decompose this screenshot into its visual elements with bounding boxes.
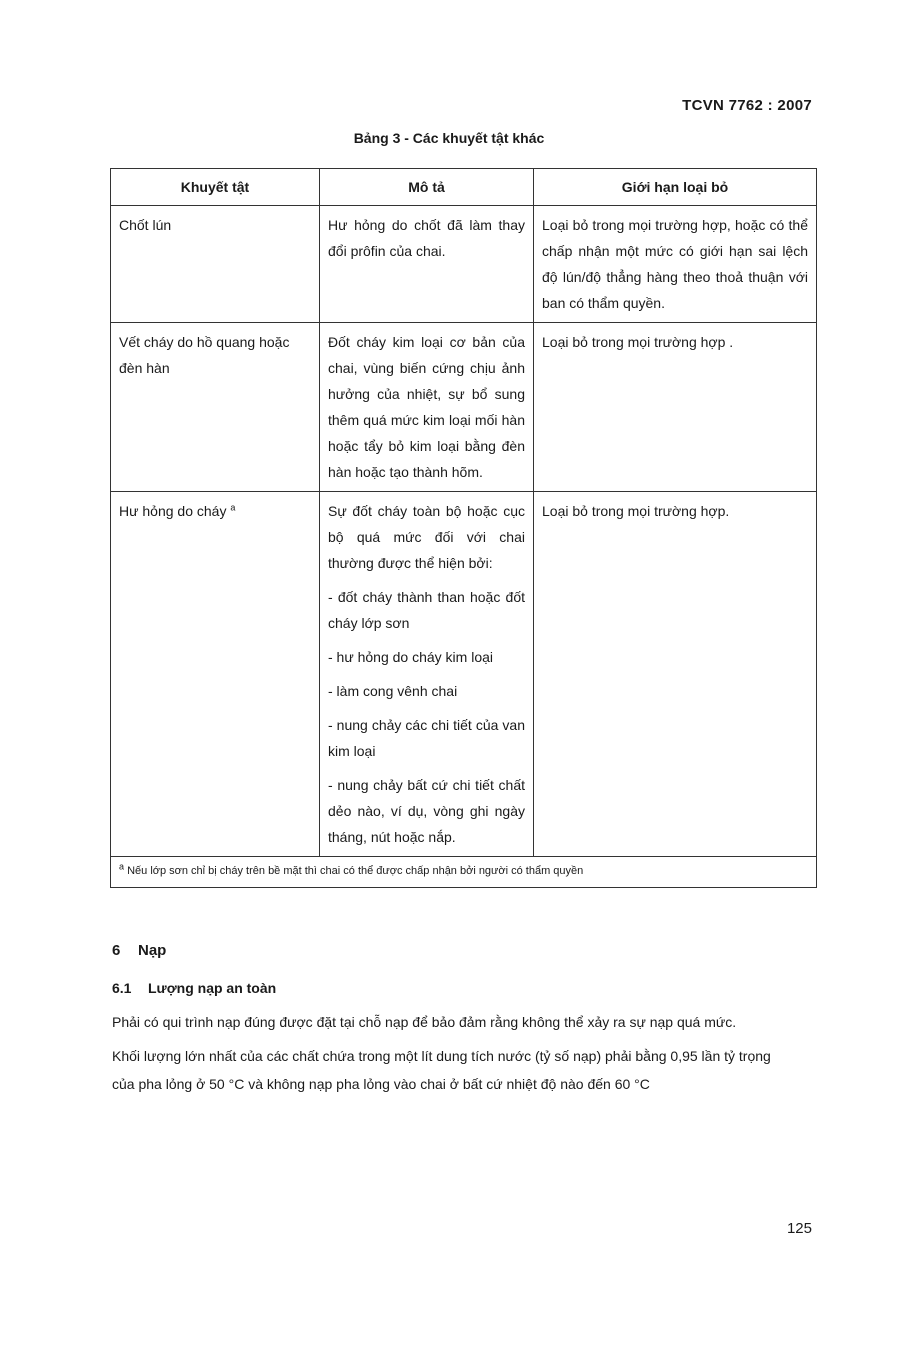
defect-cell: Vết cháy do hồ quang hoặc đèn hàn [111,323,320,492]
table-row [111,323,817,492]
footnote-row [111,857,817,888]
defects-table-container [110,168,816,888]
description-list-item: - hư hỏng do cháy kim loại [328,649,494,665]
column-header-limit: Giới hạn loại bỏ [534,169,817,206]
limit-cell: Loại bỏ trong mọi trường hợp, hoặc có thể chấp nhận một mức có giới hạn sai lệch độ lún/độ thẳng hàng theo thoả thuận với ban có thẩm quyền. [534,206,817,323]
section-number: 6 [112,942,121,959]
table-row [111,206,817,323]
defect-cell: Chốt lún [111,206,320,323]
subsection-number: 6.1 [112,980,132,996]
standard-code: TCVN 7762 : 2007 [682,97,812,114]
subsection-title: Lượng nạp an toàn [148,980,277,996]
description-cell: Đốt cháy kim loại cơ bản của chai, vùng biến cứng chịu ảnh hưởng của nhiệt, sự bổ sung thêm quá mức kim loại mối hàn hoặc tẩy bỏ kim loại bằng đèn hàn hoặc tạo thành hõm. [320,323,534,492]
column-header-defect: Khuyết tật [111,169,320,206]
table-header-row [111,169,817,206]
footnote-text: Nếu lớp sơn chỉ bị cháy trên bề mặt thì chai có thể được chấp nhận bởi người có thẩm quyền [127,865,584,877]
section-title: Nạp [138,942,167,959]
description-cell: Hư hỏng do chốt đã làm thay đổi prôfin của chai. [320,206,534,323]
description-list-item: - đốt cháy thành than hoặc đốt cháy lớp sơn [328,589,525,631]
description-cell [320,492,534,857]
table-caption: Bảng 3 - Các khuyết tật khác [353,130,545,146]
table-row [111,492,817,857]
table-footnote [111,857,817,888]
footnote-reference: a [230,502,236,513]
limit-cell: Loại bỏ trong mọi trường hợp. [534,492,817,857]
defect-cell [111,492,320,857]
description-list-item: - nung chảy bất cứ chi tiết chất dẻo nào, ví dụ, vòng ghi ngày tháng, nút hoặc nắp. [328,777,525,845]
subsection-heading [112,980,276,996]
defect-label: Hư hỏng do cháy [119,503,227,519]
section-heading [112,942,166,959]
body-paragraph: Phải có qui trình nạp đúng được đặt tại chỗ nạp để bảo đảm rằng không thể xảy ra sự nạp quá mức. [112,1014,737,1030]
description-list-item: - nung chảy các chi tiết của van kim loại [328,717,525,759]
page-number: 125 [786,1220,812,1237]
footnote-marker: a [119,861,125,872]
description-list-item: - làm cong vênh chai [328,683,458,699]
column-header-description: Mô tả [320,169,534,206]
defects-table [110,168,817,888]
description-intro: Sự đốt cháy toàn bộ hoặc cục bộ quá mức đối với chai thường được thể hiện bởi: [328,503,525,571]
limit-cell: Loại bỏ trong mọi trường hợp . [534,323,817,492]
body-paragraph: Khối lượng lớn nhất của các chất chứa trong một lít dung tích nước (tỷ số nạp) phải bằng 0,95 lần tỷ trọng của pha lỏng ở 50 °C và không nạp pha lỏng vào chai ở bất cứ nhiệt độ nào đến 60 °C [112,1048,771,1092]
